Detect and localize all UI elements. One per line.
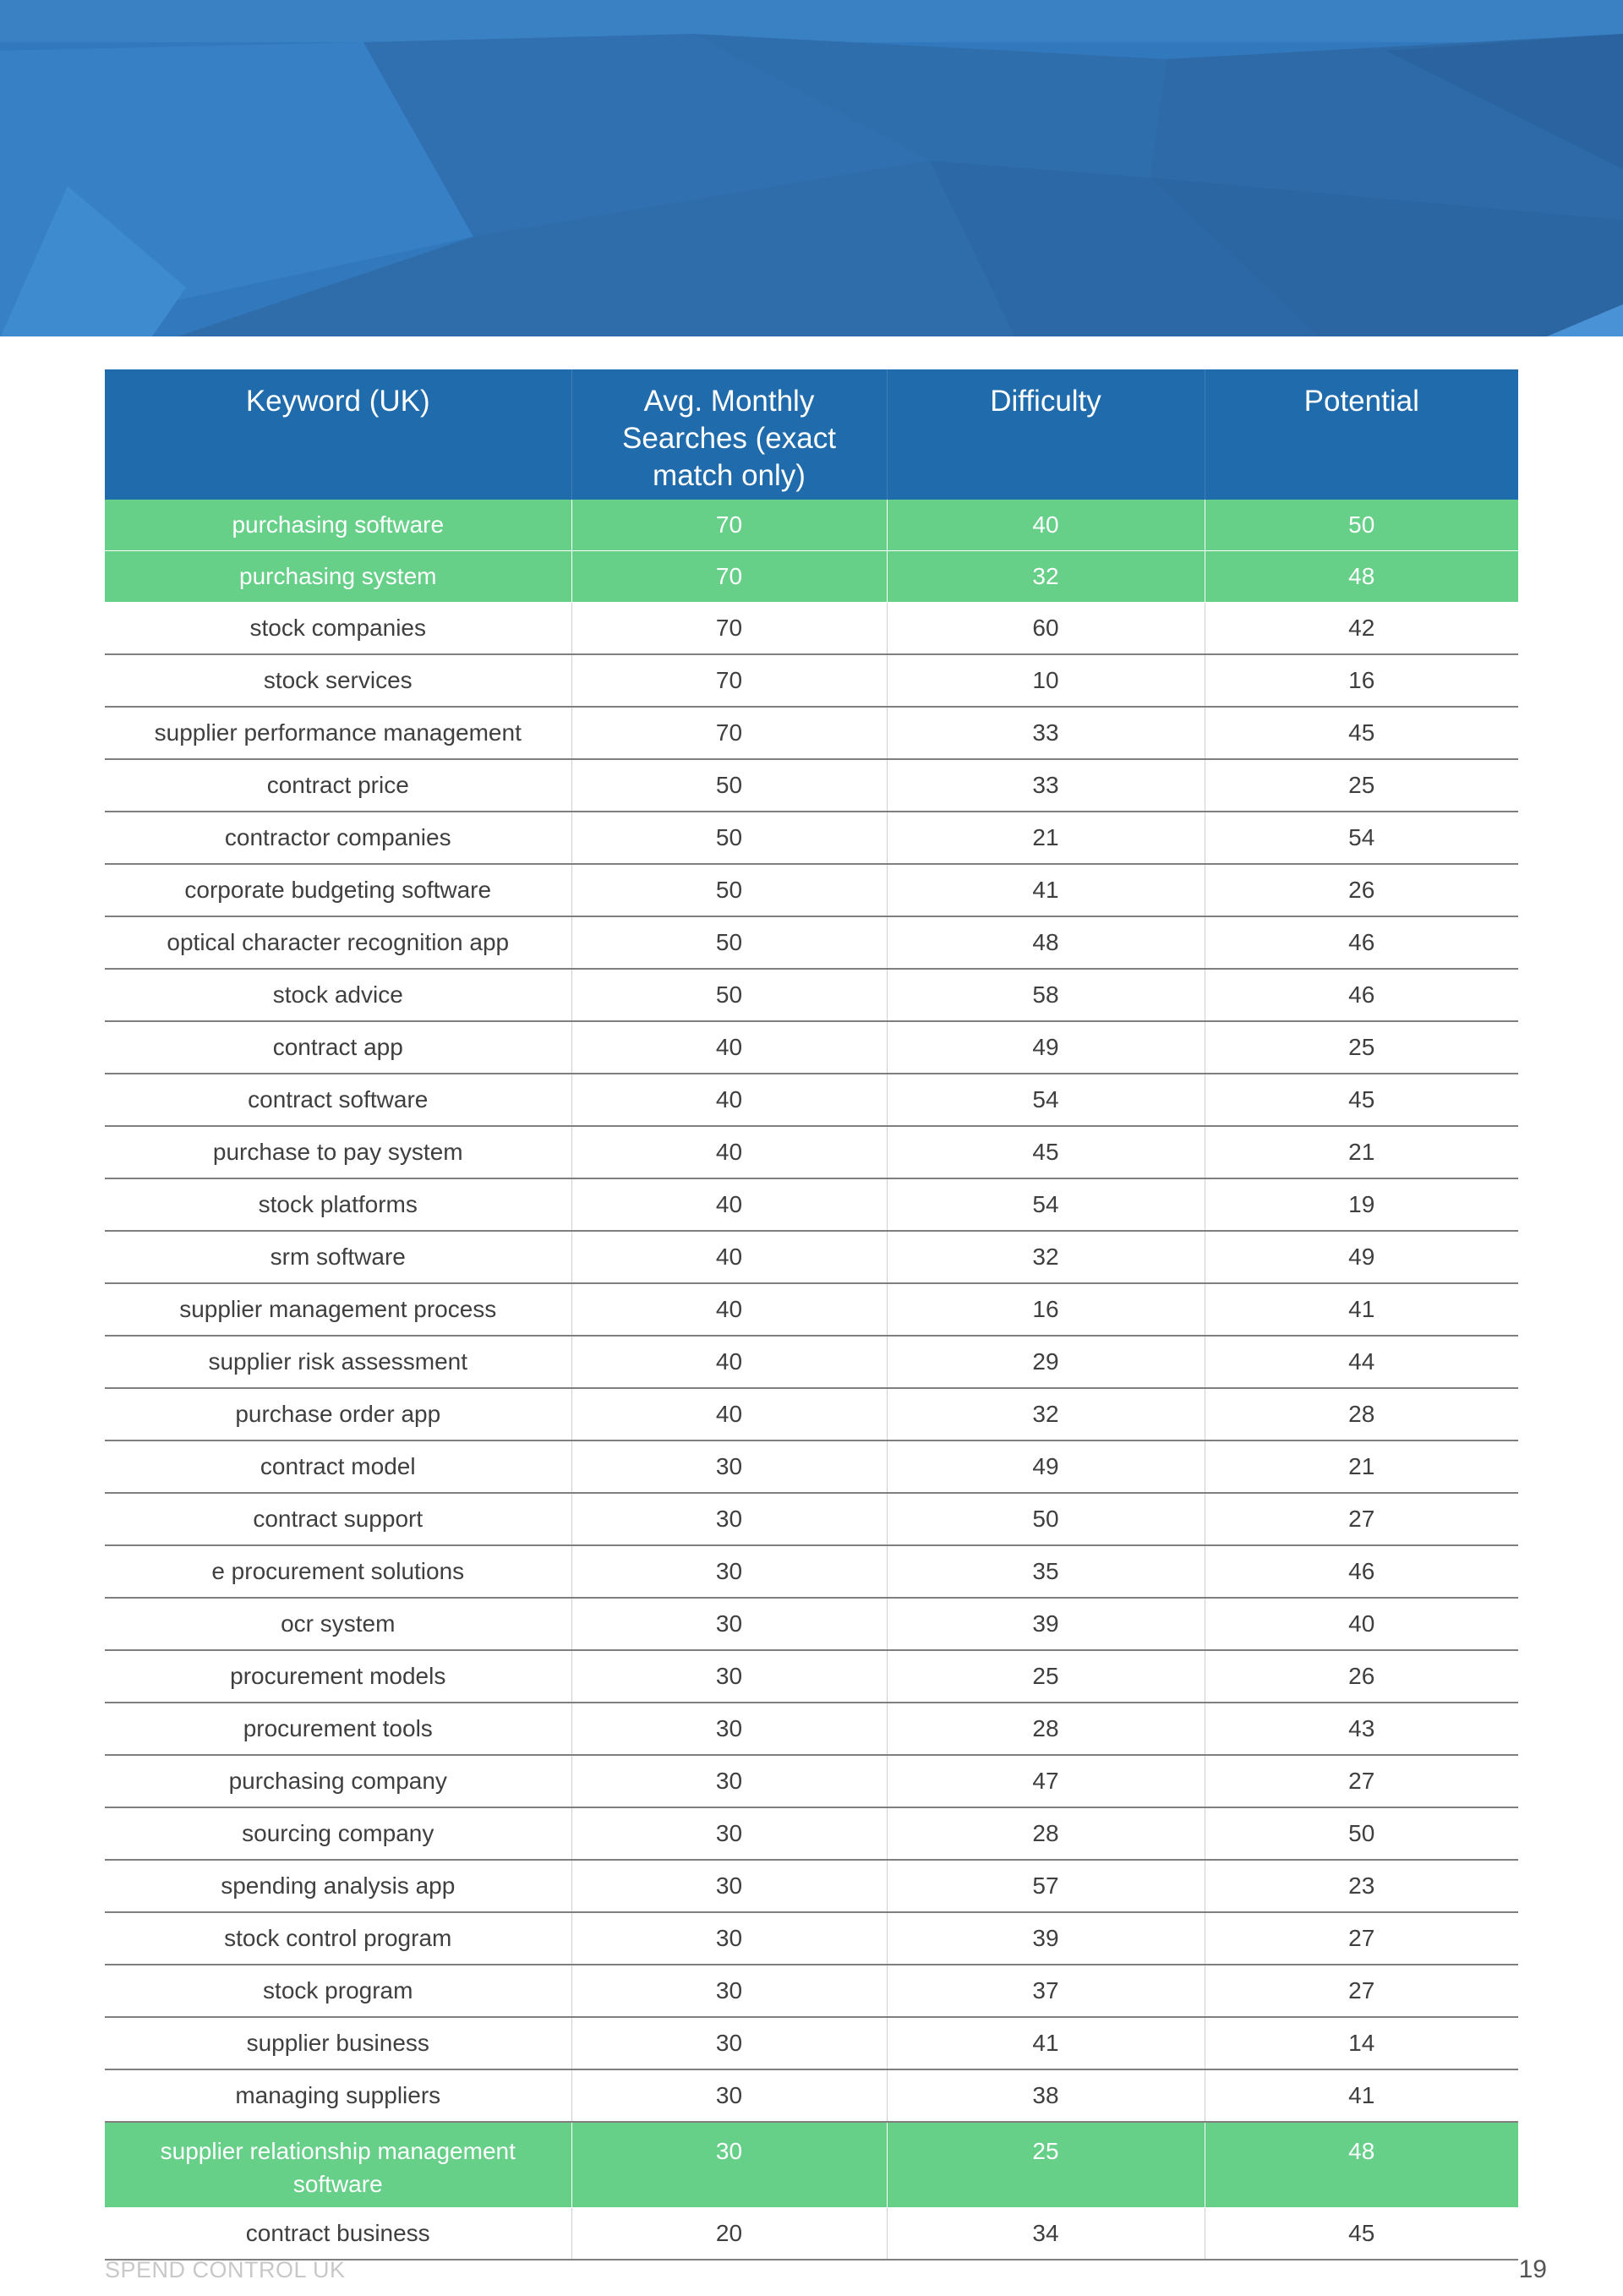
cell-potential: 45 (1205, 1074, 1518, 1126)
cell-keyword: supplier management process (105, 1283, 571, 1336)
cell-searches: 70 (571, 500, 887, 551)
cell-potential: 46 (1205, 969, 1518, 1021)
cell-difficulty: 33 (887, 759, 1205, 812)
table-row (105, 864, 1518, 916)
cell-keyword: optical character recognition app (105, 916, 571, 969)
table-row (105, 1598, 1518, 1650)
cell-searches: 30 (571, 1598, 887, 1650)
cell-searches: 30 (571, 1440, 887, 1493)
cell-keyword: purchase order app (105, 1388, 571, 1440)
cell-difficulty: 32 (887, 1388, 1205, 1440)
cell-keyword: contractor companies (105, 812, 571, 864)
table-row (105, 916, 1518, 969)
keyword-table (105, 369, 1518, 2260)
table-row (105, 1388, 1518, 1440)
cell-difficulty: 57 (887, 1860, 1205, 1912)
cell-difficulty: 40 (887, 500, 1205, 551)
cell-keyword: corporate budgeting software (105, 864, 571, 916)
cell-searches: 40 (571, 1388, 887, 1440)
table-row (105, 1440, 1518, 1493)
table-row (105, 969, 1518, 1021)
keyword-table-container (105, 369, 1518, 2260)
cell-keyword: purchasing software (105, 500, 571, 551)
cell-searches: 40 (571, 1283, 887, 1336)
cell-keyword: stock program (105, 1965, 571, 2017)
header-potential: Potential (1205, 369, 1518, 500)
table-row (105, 1912, 1518, 1965)
cell-keyword: contract software (105, 1074, 571, 1126)
cell-searches: 50 (571, 864, 887, 916)
cell-potential: 27 (1205, 1493, 1518, 1545)
cell-searches: 30 (571, 1965, 887, 2017)
table-row (105, 2208, 1518, 2260)
cell-searches: 30 (571, 2017, 887, 2069)
table-row (105, 1283, 1518, 1336)
cell-difficulty: 54 (887, 1178, 1205, 1231)
cell-potential: 45 (1205, 2208, 1518, 2260)
cell-difficulty: 29 (887, 1336, 1205, 1388)
table-row (105, 707, 1518, 759)
cell-keyword: contract app (105, 1021, 571, 1074)
cell-keyword: ocr system (105, 1598, 571, 1650)
cell-difficulty: 54 (887, 1074, 1205, 1126)
table-row (105, 2017, 1518, 2069)
cell-difficulty: 49 (887, 1021, 1205, 1074)
cell-difficulty: 41 (887, 864, 1205, 916)
cell-difficulty: 25 (887, 2122, 1205, 2208)
cell-difficulty: 49 (887, 1440, 1205, 1493)
table-row (105, 1493, 1518, 1545)
cell-searches: 40 (571, 1178, 887, 1231)
cell-keyword: contract model (105, 1440, 571, 1493)
cell-potential: 19 (1205, 1178, 1518, 1231)
cell-potential: 48 (1205, 551, 1518, 603)
cell-searches: 50 (571, 759, 887, 812)
cell-keyword: stock companies (105, 603, 571, 655)
cell-difficulty: 21 (887, 812, 1205, 864)
cell-searches: 50 (571, 969, 887, 1021)
cell-potential: 48 (1205, 2122, 1518, 2208)
footer-brand: SPEND CONTROL UK (105, 2257, 346, 2282)
cell-keyword: purchasing system (105, 551, 571, 603)
table-row (105, 1126, 1518, 1178)
cell-searches: 30 (571, 1755, 887, 1807)
table-row (105, 654, 1518, 707)
cell-potential: 45 (1205, 707, 1518, 759)
cell-difficulty: 58 (887, 969, 1205, 1021)
cell-searches: 30 (571, 2069, 887, 2122)
cell-keyword: supplier risk assessment (105, 1336, 571, 1388)
cell-potential: 49 (1205, 1231, 1518, 1283)
cell-keyword: procurement models (105, 1650, 571, 1703)
cell-potential: 16 (1205, 654, 1518, 707)
cell-difficulty: 50 (887, 1493, 1205, 1545)
table-row (105, 2069, 1518, 2122)
cell-potential: 27 (1205, 1755, 1518, 1807)
cell-difficulty: 16 (887, 1283, 1205, 1336)
table-row (105, 603, 1518, 655)
cell-searches: 30 (571, 1650, 887, 1703)
cell-potential: 27 (1205, 1912, 1518, 1965)
table-row (105, 1074, 1518, 1126)
cell-difficulty: 32 (887, 1231, 1205, 1283)
cell-difficulty: 34 (887, 2208, 1205, 2260)
table-row (105, 812, 1518, 864)
table-row (105, 1965, 1518, 2017)
header-difficulty: Difficulty (887, 369, 1205, 500)
cell-potential: 43 (1205, 1703, 1518, 1755)
cell-difficulty: 41 (887, 2017, 1205, 2069)
cell-searches: 30 (571, 1703, 887, 1755)
cell-keyword: srm software (105, 1231, 571, 1283)
table-row (105, 2122, 1518, 2208)
cell-keyword: purchasing company (105, 1755, 571, 1807)
header-keyword: Keyword (UK) (105, 369, 571, 500)
cell-keyword: purchase to pay system (105, 1126, 571, 1178)
cell-potential: 46 (1205, 1545, 1518, 1598)
banner-polygon-art (0, 0, 1623, 336)
cell-keyword: stock control program (105, 1912, 571, 1965)
cell-searches: 70 (571, 603, 887, 655)
cell-searches: 40 (571, 1021, 887, 1074)
table-row (105, 1650, 1518, 1703)
cell-searches: 50 (571, 916, 887, 969)
cell-difficulty: 48 (887, 916, 1205, 969)
table-row (105, 1021, 1518, 1074)
cell-difficulty: 10 (887, 654, 1205, 707)
cell-keyword: contract price (105, 759, 571, 812)
cell-searches: 30 (571, 2122, 887, 2208)
cell-difficulty: 37 (887, 1965, 1205, 2017)
cell-potential: 27 (1205, 1965, 1518, 2017)
cell-potential: 41 (1205, 1283, 1518, 1336)
cell-keyword: procurement tools (105, 1703, 571, 1755)
cell-searches: 30 (571, 1493, 887, 1545)
table-row (105, 551, 1518, 603)
cell-potential: 26 (1205, 1650, 1518, 1703)
cell-potential: 42 (1205, 603, 1518, 655)
cell-potential: 40 (1205, 1598, 1518, 1650)
cell-keyword: supplier performance management (105, 707, 571, 759)
cell-potential: 50 (1205, 1807, 1518, 1860)
cell-keyword: stock advice (105, 969, 571, 1021)
cell-difficulty: 28 (887, 1703, 1205, 1755)
page-number: 19 (1518, 2255, 1547, 2283)
cell-potential: 50 (1205, 500, 1518, 551)
cell-potential: 23 (1205, 1860, 1518, 1912)
cell-potential: 21 (1205, 1126, 1518, 1178)
cell-keyword: managing suppliers (105, 2069, 571, 2122)
cell-difficulty: 28 (887, 1807, 1205, 1860)
cell-searches: 40 (571, 1074, 887, 1126)
cell-searches: 30 (571, 1912, 887, 1965)
cell-difficulty: 33 (887, 707, 1205, 759)
cell-difficulty: 38 (887, 2069, 1205, 2122)
table-row (105, 1807, 1518, 1860)
cell-searches: 30 (571, 1545, 887, 1598)
cell-searches: 40 (571, 1231, 887, 1283)
cell-difficulty: 47 (887, 1755, 1205, 1807)
cell-keyword: e procurement solutions (105, 1545, 571, 1598)
cell-searches: 20 (571, 2208, 887, 2260)
cell-keyword: contract business (105, 2208, 571, 2260)
cell-potential: 14 (1205, 2017, 1518, 2069)
cell-searches: 70 (571, 654, 887, 707)
table-row (105, 500, 1518, 551)
cell-difficulty: 60 (887, 603, 1205, 655)
cell-difficulty: 45 (887, 1126, 1205, 1178)
cell-potential: 25 (1205, 759, 1518, 812)
table-row (105, 1178, 1518, 1231)
cell-keyword: sourcing company (105, 1807, 571, 1860)
cell-difficulty: 39 (887, 1912, 1205, 1965)
cell-keyword: supplier relationship management software (105, 2122, 571, 2208)
header-banner (0, 0, 1623, 336)
cell-searches: 40 (571, 1126, 887, 1178)
cell-potential: 28 (1205, 1388, 1518, 1440)
table-header-row (105, 369, 1518, 500)
table-row (105, 1545, 1518, 1598)
cell-potential: 46 (1205, 916, 1518, 969)
table-row (105, 759, 1518, 812)
table-body (105, 500, 1518, 2260)
cell-potential: 21 (1205, 1440, 1518, 1493)
cell-keyword: stock services (105, 654, 571, 707)
table-row (105, 1231, 1518, 1283)
cell-potential: 26 (1205, 864, 1518, 916)
cell-difficulty: 32 (887, 551, 1205, 603)
table-row (105, 1703, 1518, 1755)
cell-potential: 54 (1205, 812, 1518, 864)
cell-searches: 50 (571, 812, 887, 864)
cell-difficulty: 39 (887, 1598, 1205, 1650)
cell-keyword: contract support (105, 1493, 571, 1545)
cell-keyword: spending analysis app (105, 1860, 571, 1912)
cell-potential: 25 (1205, 1021, 1518, 1074)
cell-potential: 41 (1205, 2069, 1518, 2122)
cell-keyword: supplier business (105, 2017, 571, 2069)
cell-searches: 30 (571, 1860, 887, 1912)
cell-searches: 70 (571, 707, 887, 759)
table-row (105, 1860, 1518, 1912)
cell-difficulty: 35 (887, 1545, 1205, 1598)
cell-searches: 70 (571, 551, 887, 603)
cell-keyword: stock platforms (105, 1178, 571, 1231)
cell-searches: 30 (571, 1807, 887, 1860)
table-row (105, 1336, 1518, 1388)
cell-potential: 44 (1205, 1336, 1518, 1388)
cell-searches: 40 (571, 1336, 887, 1388)
table-row (105, 1755, 1518, 1807)
header-avg-monthly-searches: Avg. Monthly Searches (exact match only) (571, 369, 887, 500)
cell-difficulty: 25 (887, 1650, 1205, 1703)
